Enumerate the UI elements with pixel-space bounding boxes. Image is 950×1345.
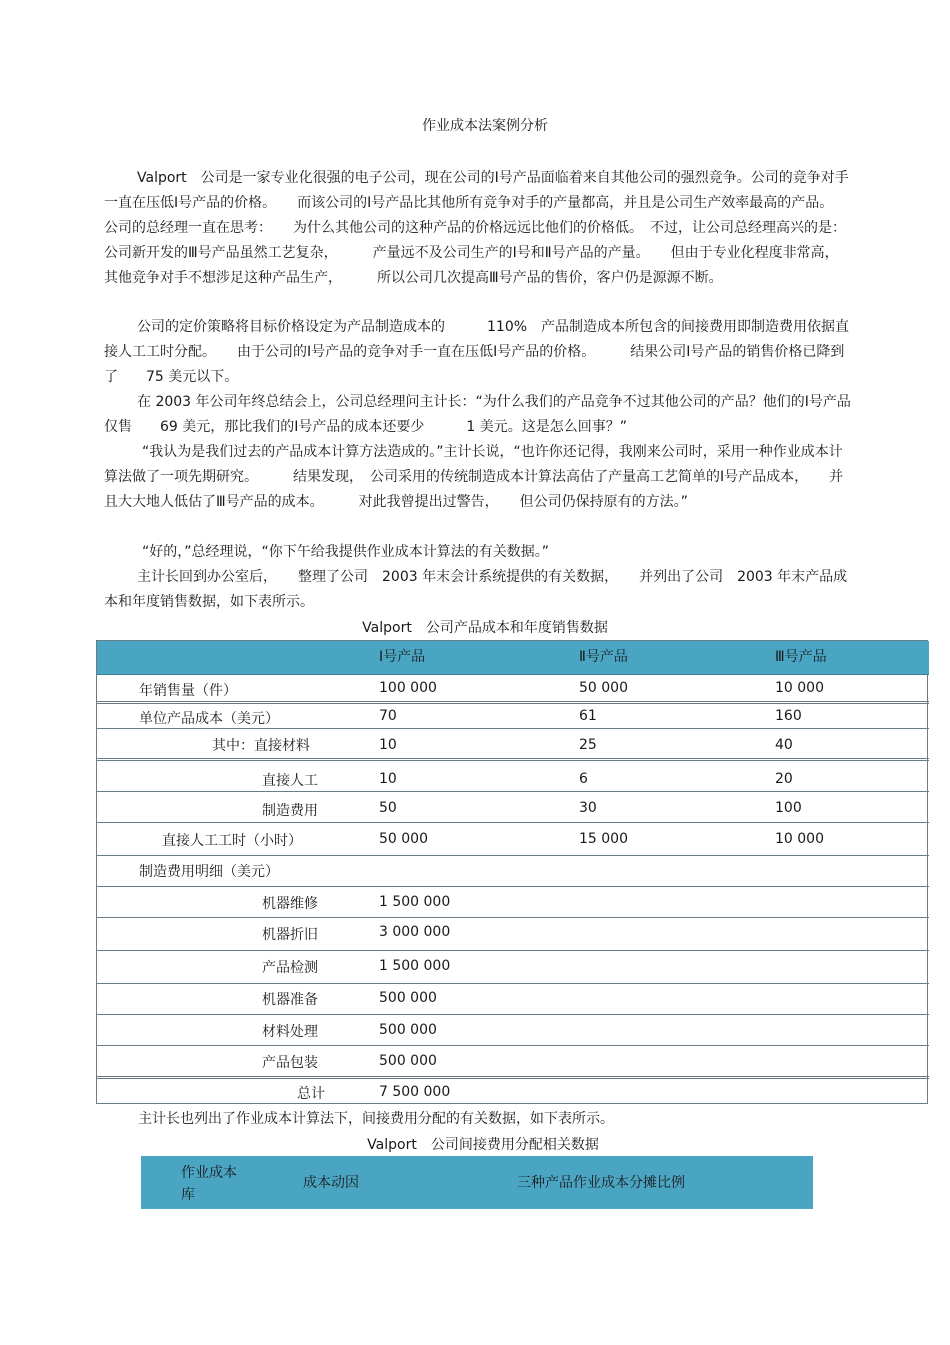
cell-product-1: 70	[379, 708, 397, 724]
document-title: 作业成本法案例分析	[422, 118, 548, 134]
table-row	[97, 984, 929, 1015]
header-cost-driver: 成本动因	[303, 1175, 359, 1191]
row-label: 制造费用	[262, 803, 318, 819]
table-row	[97, 702, 929, 729]
cell-product-3: 100	[775, 800, 802, 816]
header-product-2: Ⅱ号产品	[579, 649, 628, 665]
header-activity-cost-pool: 作业成本库	[181, 1165, 237, 1203]
paragraph-5: “好的，”总经理说，“你下午给我提供作业成本计算法的有关数据。”	[142, 544, 550, 560]
header-product-1: Ⅰ号产品	[379, 649, 426, 665]
table-row	[97, 1015, 929, 1046]
cell-product-1: 3 000 000	[379, 924, 451, 940]
row-label: 直接人工	[262, 773, 318, 789]
row-label: 其中：直接材料	[212, 738, 310, 754]
cell-product-1: 1 500 000	[379, 958, 451, 974]
row-label: 产品检测	[262, 960, 318, 976]
table2-intro-text: 主计长也列出了作业成本计算法下，间接费用分配的有关数据，如下表所示。	[138, 1111, 614, 1127]
cell-product-1: 50	[379, 800, 397, 816]
cell-product-1: 10	[379, 737, 397, 753]
row-label: 制造费用明细（美元）	[139, 864, 279, 880]
cell-product-1: 100 000	[379, 680, 437, 696]
cell-product-2: 30	[579, 800, 597, 816]
paragraph-1: Valport 公司是一家专业化很强的电子公司，现在公司的Ⅰ号产品面临着来自其他公司的强烈竞争。公司的竞争对手一直在压低Ⅰ号产品的价格。 而该公司的Ⅰ号产品比其他所有竞争对手的产量都高，并且是公司生产效率最高的产品。 公司的总经理一直在思考： 为什么其他公司的这种产品的价格远远比他们的价格低。 不过，让公司总经理高兴的是：公司新开发的Ⅲ号产品虽然工艺复杂， 产量远不及公司生产的Ⅰ号和Ⅱ号产品的产量。 但由于专业化程度非常高， 其他竞争对手不想涉足这种产品生产， 所以公司几次提高Ⅲ号产品的售价，客户仍是源源不断。	[104, 170, 860, 286]
row-label: 材料处理	[262, 1024, 318, 1040]
row-label: 单位产品成本（美元）	[139, 711, 279, 727]
cell-product-2: 25	[579, 737, 597, 753]
overhead-allocation-table	[141, 1156, 813, 1209]
row-label: 机器维修	[262, 896, 318, 912]
row-label: 直接人工工时（小时）	[162, 833, 302, 849]
paragraph-4: “我认为是我们过去的产品成本计算方法造成的。”主计长说，“也许你还记得，我刚来公司时，采用一种作业成本计算法做了一项先期研究。 结果发现， 公司采用的传统制造成本计算法高估了产量高工艺简单的Ⅰ号产品成本， 并且大大地人低估了Ⅲ号产品的成本。 对此我曾提出过警告， 但公司仍保持原有的方法。”	[104, 444, 844, 510]
table-row	[97, 729, 929, 761]
cell-product-1: 10	[379, 771, 397, 787]
table-row	[97, 1046, 929, 1079]
cell-product-1: 500 000	[379, 1022, 437, 1038]
cell-product-1: 7 500 000	[379, 1084, 451, 1100]
header-allocation-ratio: 三种产品作业成本分摊比例	[517, 1175, 685, 1191]
table-row	[97, 674, 929, 704]
table-row-total	[97, 1079, 929, 1103]
table-row	[97, 823, 929, 856]
table-row	[97, 887, 929, 918]
table-row	[97, 792, 929, 823]
cell-product-3: 40	[775, 737, 793, 753]
cell-product-2: 61	[579, 708, 597, 724]
row-label: 机器准备	[262, 992, 318, 1008]
paragraph-3: 在 2003 年公司年终总结会上，公司总经理问主计长：“为什么我们的产品竞争不过其他公司的产品？他们的Ⅰ号产品仅售 69 美元，那比我们的Ⅰ号产品的成本还要少 1 美元。这是怎么回事？”	[104, 394, 851, 435]
row-label: 产品包装	[262, 1055, 318, 1071]
table-row	[97, 951, 929, 984]
cell-product-2: 15 000	[579, 831, 628, 847]
table-row	[97, 762, 929, 792]
paragraph-6: 主计长回到办公室后， 整理了公司 2003 年末会计系统提供的有关数据， 并列出了公司 2003 年末产品成本和年度销售数据，如下表所示。	[104, 569, 848, 610]
row-label: 年销售量（件）	[139, 683, 237, 699]
cell-product-2: 50 000	[579, 680, 628, 696]
cell-product-3: 10 000	[775, 831, 824, 847]
cell-product-3: 10 000	[775, 680, 824, 696]
table1-caption: Valport 公司产品成本和年度销售数据	[362, 620, 608, 636]
header-product-3: Ⅲ号产品	[775, 649, 827, 665]
cost-sales-table	[96, 640, 928, 1104]
table-row	[97, 918, 929, 951]
cell-product-1: 1 500 000	[379, 894, 451, 910]
cell-product-2: 6	[579, 771, 588, 787]
table2-caption: Valport 公司间接费用分配相关数据	[367, 1137, 599, 1153]
paragraph-2: 公司的定价策略将目标价格设定为产品制造成本的 110% 产品制造成本所包含的间接费用即制造费用依据直接人工工时分配。 由于公司的Ⅰ号产品的竞争对手一直在压低Ⅰ号产品的价格。 结果公司Ⅰ号产品的销售价格已降到了 75 美元以下。	[104, 319, 850, 385]
cell-product-1: 50 000	[379, 831, 428, 847]
cell-product-3: 160	[775, 708, 802, 724]
table1-header-row	[97, 641, 929, 675]
cell-product-1: 500 000	[379, 1053, 437, 1069]
row-label: 总计	[297, 1086, 325, 1102]
cell-product-1: 500 000	[379, 990, 437, 1006]
row-label: 机器折旧	[262, 927, 318, 943]
cell-product-3: 20	[775, 771, 793, 787]
table-row	[97, 856, 929, 887]
